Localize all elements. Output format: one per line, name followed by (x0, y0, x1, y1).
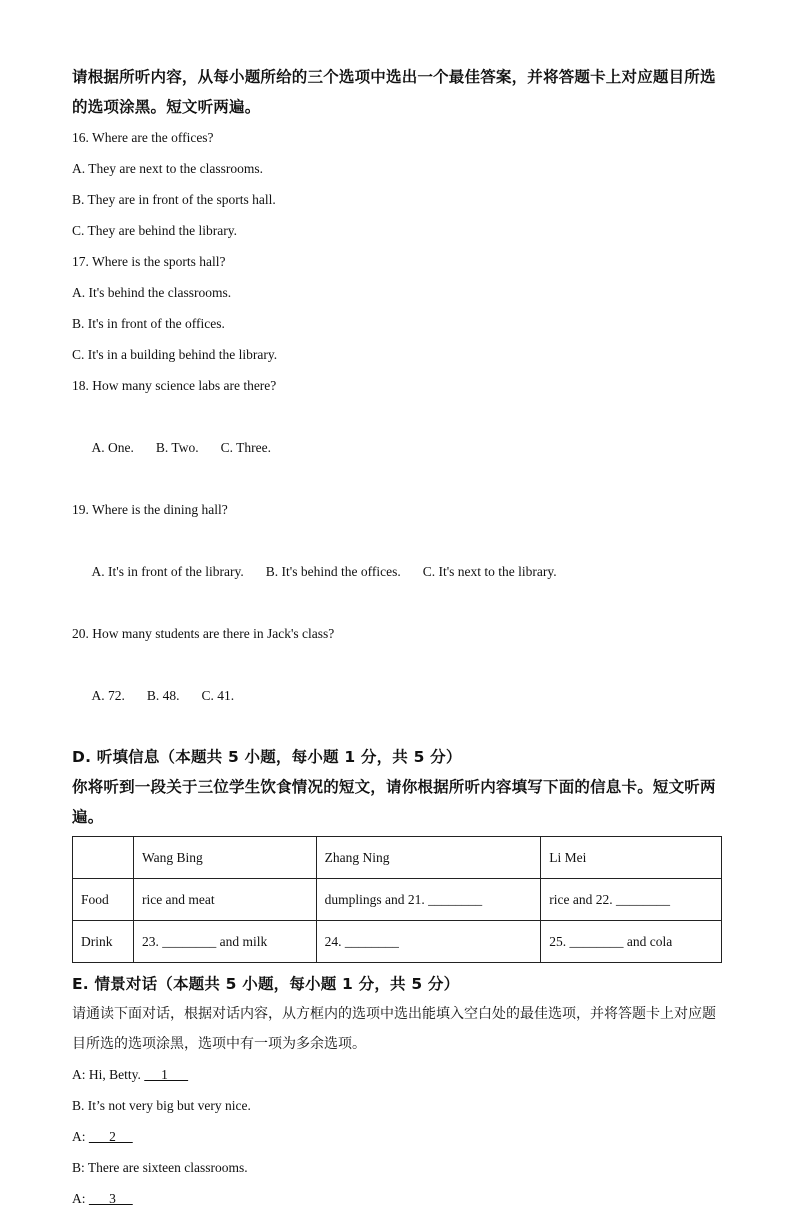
dialogue-line (72, 1183, 724, 1214)
option-b: B. They are in front of the sports hall. (72, 192, 276, 207)
option-c: C. It's in a building behind the library. (72, 347, 278, 362)
table-header-row (73, 837, 722, 879)
dialogue-line (72, 1090, 724, 1121)
options-row (72, 649, 724, 742)
option-a: A. It's in front of the library. (91, 564, 244, 579)
option-a: A. They are next to the classrooms. (72, 161, 263, 176)
option-b: B. It's behind the offices. (265, 564, 401, 579)
dialogue-line (72, 1152, 724, 1183)
option-a: A. It's behind the classrooms. (72, 285, 232, 300)
table-cell: 24. ________ (316, 921, 541, 963)
options-row (72, 401, 724, 494)
table-cell: 25. ________ and cola (541, 921, 722, 963)
table-cell: Food (73, 879, 134, 921)
question-stem: 18. How many science labs are there? (72, 378, 277, 393)
table-cell (73, 837, 134, 879)
option-c: C. 41. (201, 688, 235, 703)
table-cell: Wang Bing (133, 837, 316, 879)
question-stem: 16. Where are the offices? (72, 130, 214, 145)
answer-blank: 1 (144, 1067, 189, 1082)
answer-blank: 3 (88, 1191, 133, 1206)
question-19 (72, 494, 724, 618)
option-a: A. 72. (91, 688, 125, 703)
section-e-instruction: 请通读下面对话，根据对话内容，从方框内的选项中选出能填入空白处的最佳选项，并将答题卡上对应题目所选的选项涂黑，选项中有一项为多余选项。 (72, 1006, 716, 1052)
option-c: C. They are behind the library. (72, 223, 237, 238)
table-cell: Li Mei (541, 837, 722, 879)
option-b: B. 48. (146, 688, 180, 703)
dialogue-line (72, 1059, 724, 1090)
dialogue-text: There are sixteen classrooms. (87, 1160, 248, 1175)
dialogue-text: It’s not very big but very nice. (87, 1098, 251, 1113)
table-cell: rice and 22. ________ (541, 879, 722, 921)
speaker: A: (72, 1191, 89, 1206)
speaker: A: (72, 1129, 89, 1144)
table-cell: rice and meat (133, 879, 316, 921)
option-c: C. Three. (220, 440, 271, 455)
speaker: B. (72, 1098, 88, 1113)
question-20 (72, 618, 724, 742)
option-b: B. Two. (155, 440, 199, 455)
option-c: C. It's next to the library. (422, 564, 557, 579)
question-16 (72, 122, 724, 246)
table-cell: Zhang Ning (316, 837, 541, 879)
table-cell: Drink (73, 921, 134, 963)
question-stem: 19. Where is the dining hall? (72, 502, 228, 517)
table-cell: 23. ________ and milk (133, 921, 316, 963)
exam-page (72, 62, 724, 1214)
dialogue-line (72, 1121, 724, 1152)
question-stem: 17. Where is the sports hall? (72, 254, 226, 269)
section-d-title: D. 听填信息（本题共 5 小题，每小题 1 分，共 5 分） (72, 748, 462, 766)
info-card-table (72, 836, 722, 963)
option-b: B. It's in front of the offices. (72, 316, 225, 331)
dialogue-text: Hi, Betty. (88, 1067, 145, 1082)
table-cell: dumplings and 21. ________ (316, 879, 541, 921)
speaker: B: (72, 1160, 88, 1175)
section-e-title: E. 情景对话（本题共 5 小题，每小题 1 分，共 5 分） (72, 975, 460, 993)
dialogue (72, 1059, 724, 1214)
option-a: A. One. (91, 440, 134, 455)
options-row (72, 525, 724, 618)
speaker: A: (72, 1067, 89, 1082)
question-18 (72, 370, 724, 494)
question-stem: 20. How many students are there in Jack's class? (72, 626, 335, 641)
section-c-instruction: 请根据所听内容，从每小题所给的三个选项中选出一个最佳答案，并将答题卡上对应题目所选的选项涂黑。短文听两遍。 (72, 68, 716, 116)
section-d-instruction: 你将听到一段关于三位学生饮食情况的短文，请你根据所听内容填写下面的信息卡。短文听两遍。 (72, 778, 716, 826)
table-row (73, 879, 722, 921)
question-17 (72, 246, 724, 370)
answer-blank: 2 (88, 1129, 133, 1144)
table-row (73, 921, 722, 963)
